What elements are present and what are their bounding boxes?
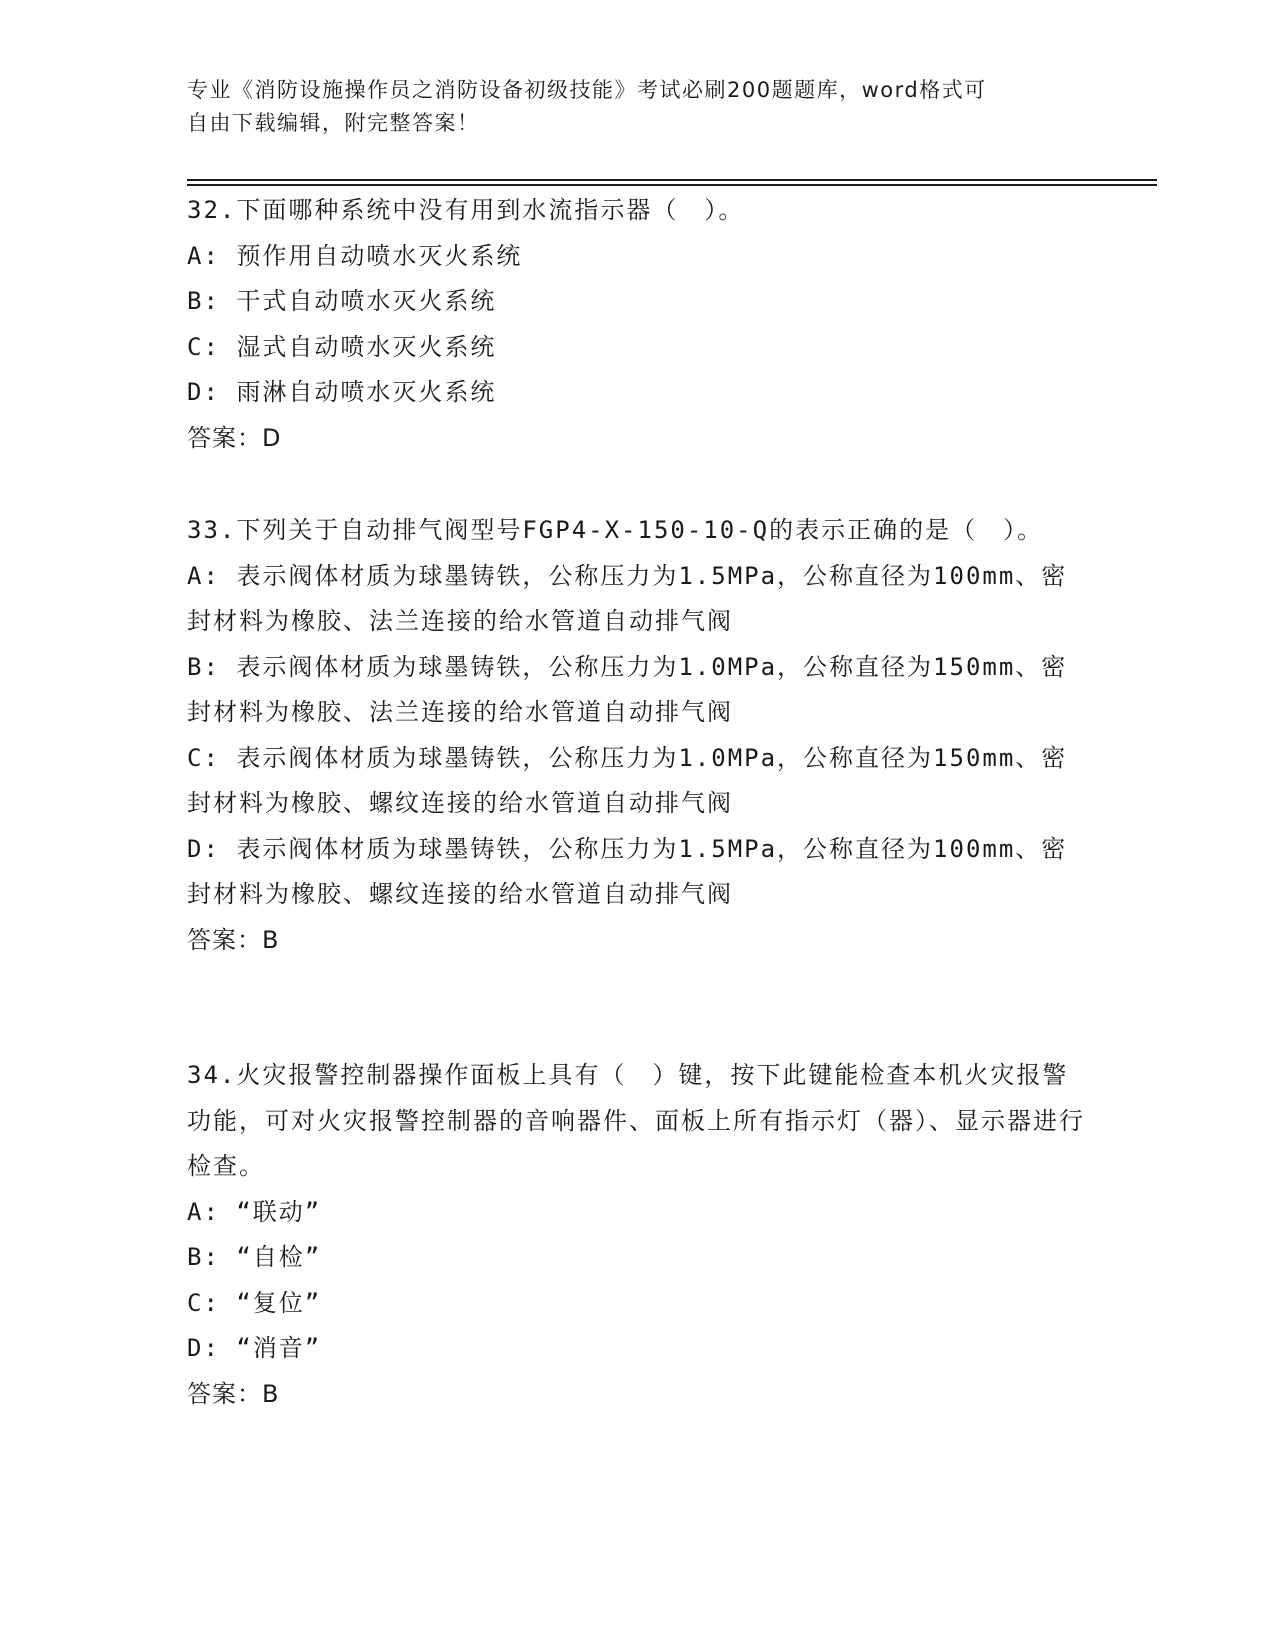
header-line-2: 自由下载编辑，附完整答案！	[187, 111, 480, 135]
question-text: 33.下列关于自动排气阀型号FGP4-X-150-10-Q的表示正确的是（ ）。	[187, 516, 1044, 544]
answer: 答案：D	[187, 423, 282, 452]
option-a: A: “联动”	[187, 1197, 322, 1226]
option-d: D: 表示阀体材质为球墨铸铁，公称压力为1.5MPa，公称直径为100mm、密封材料为橡胶、螺纹连接的给水管道自动排气阀	[187, 834, 1068, 908]
option-b: B: 表示阀体材质为球墨铸铁，公称压力为1.0MPa，公称直径为150mm、密封材料为橡胶、法兰连接的给水管道自动排气阀	[187, 652, 1068, 726]
option-c: C: 表示阀体材质为球墨铸铁，公称压力为1.0MPa，公称直径为150mm、密封材料为橡胶、螺纹连接的给水管道自动排气阀	[187, 743, 1068, 817]
question-34	[187, 1053, 1087, 1417]
question-text: 34.火灾报警控制器操作面板上具有（ ）键，按下此键能检查本机火灾报警功能，可对火灾报警控制器的音响器件、面板上所有指示灯（器）、显示器进行检查。	[187, 1061, 1085, 1180]
answer: 答案：B	[187, 1379, 280, 1408]
header-line-1: 专业《消防设施操作员之消防设备初级技能》考试必刷200题题库，word格式可	[187, 78, 987, 102]
option-b: B: “自检”	[187, 1243, 322, 1271]
question-32	[187, 188, 1087, 461]
option-b: B: 干式自动喷水灭火系统	[187, 287, 497, 315]
option-c: C: 湿式自动喷水灭火系统	[187, 332, 497, 361]
option-a: A: 表示阀体材质为球墨铸铁，公称压力为1.5MPa，公称直径为100mm、密封材料为橡胶、法兰连接的给水管道自动排气阀	[187, 561, 1068, 635]
header-divider-top	[187, 179, 1157, 181]
option-d: D: 雨淋自动喷水灭火系统	[187, 378, 497, 406]
header-divider-bottom	[187, 184, 1157, 186]
question-text: 32.下面哪种系统中没有用到水流指示器（ ）。	[187, 196, 745, 224]
option-d: D: “消音”	[187, 1334, 322, 1362]
document-header	[187, 74, 1067, 140]
answer: 答案：B	[187, 925, 280, 954]
option-a: A: 预作用自动喷水灭火系统	[187, 241, 523, 270]
option-c: C: “复位”	[187, 1288, 322, 1317]
question-33	[187, 508, 1087, 963]
